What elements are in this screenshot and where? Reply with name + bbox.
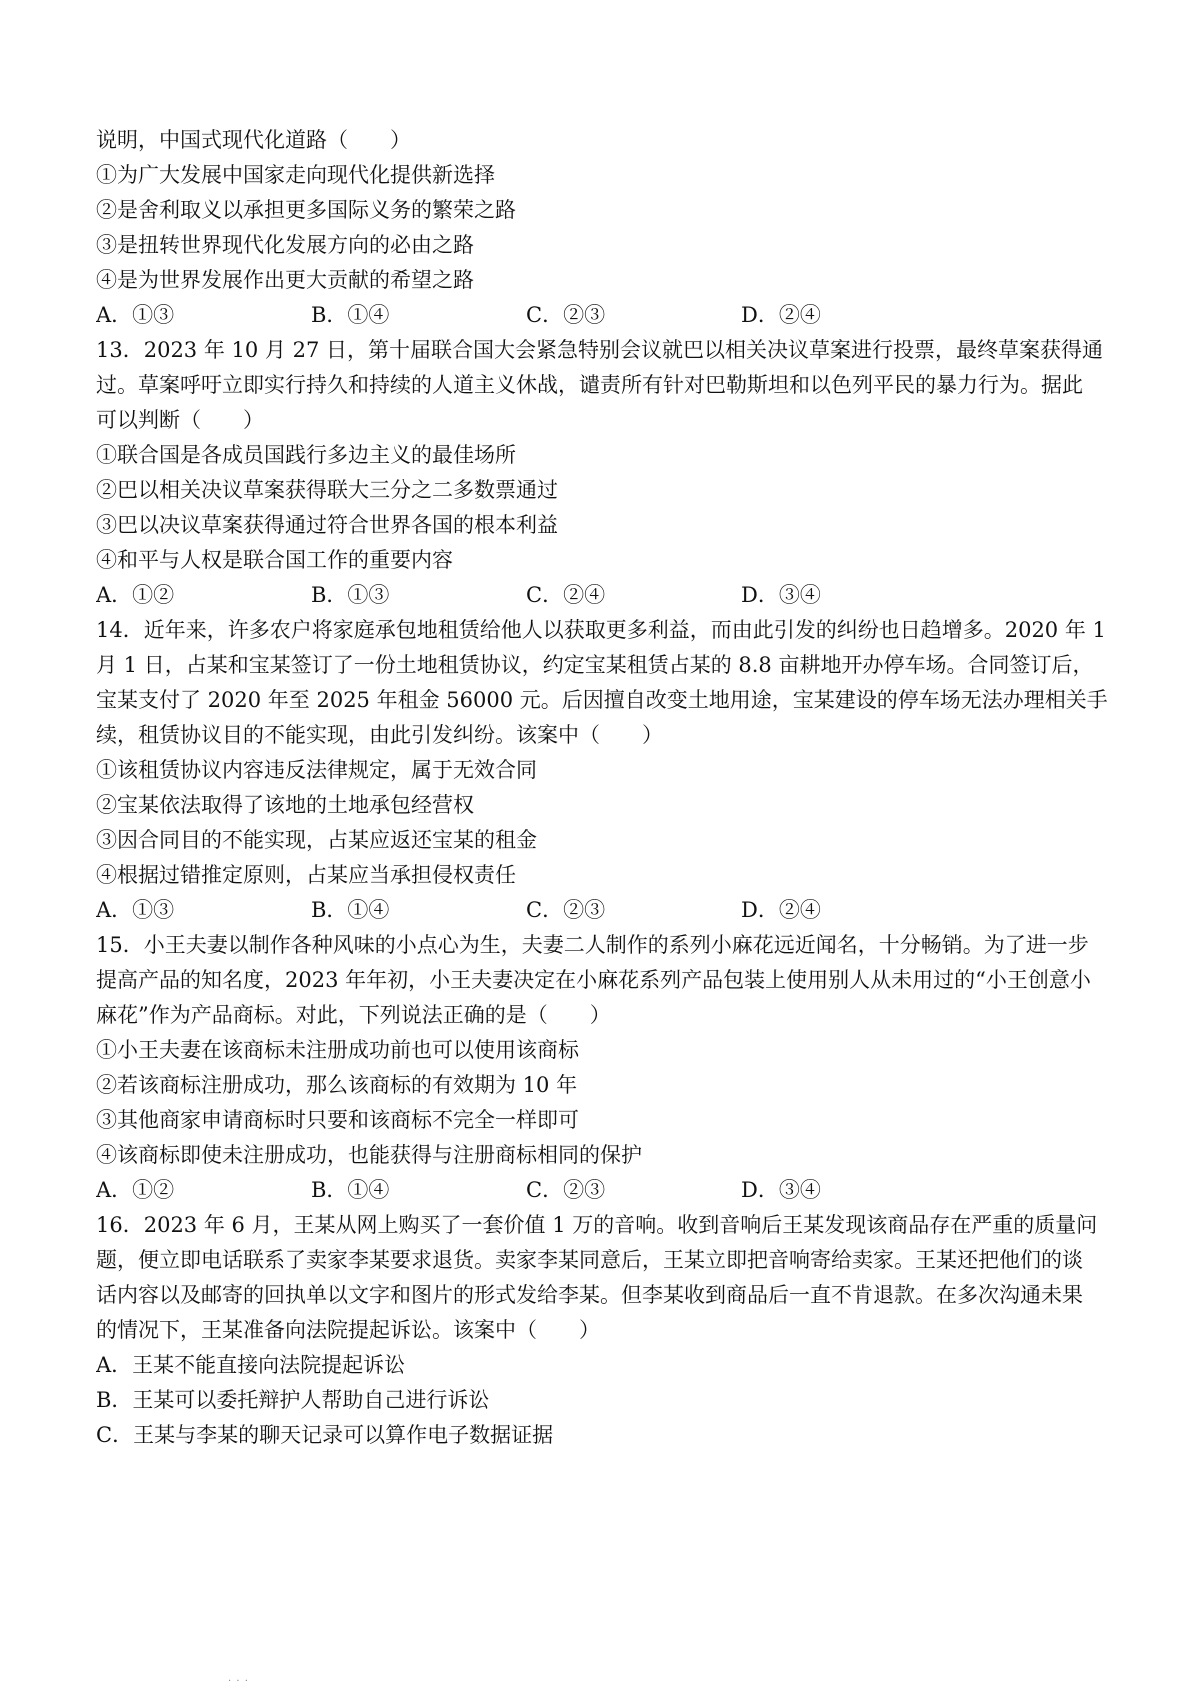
q14-option-d[interactable]: D．②④: [741, 898, 821, 922]
q14-item-1: ①该租赁协议内容违反法律规定，属于无效合同: [96, 758, 537, 782]
q16-choice-a[interactable]: A．王某不能直接向法院提起诉讼: [96, 1353, 406, 1377]
q16-stem-line-1: 16．2023 年 6 月，王某从网上购买了一套价值 1 万的音响。收到音响后王某发现该商品存在严重的质量问: [96, 1213, 1098, 1237]
q12-stem-tail: 说明，中国式现代化道路（ ）: [96, 128, 411, 152]
q13-option-d[interactable]: D．③④: [741, 583, 821, 607]
q15-options: [96, 1171, 1116, 1209]
q15-option-a[interactable]: A．①②: [96, 1178, 175, 1202]
q16-choice-c[interactable]: C．王某与李某的聊天记录可以算作电子数据证据: [96, 1423, 554, 1447]
q14-option-a[interactable]: A．①③: [96, 898, 175, 922]
q13-option-a[interactable]: A．①②: [96, 583, 175, 607]
q13-options: [96, 576, 1116, 614]
q14-stem-line-4: 续，租赁协议目的不能实现，由此引发纠纷。该案中（ ）: [96, 723, 663, 747]
q14-item-2: ②宝某依法取得了该地的土地承包经营权: [96, 793, 474, 817]
q12-item-4: ④是为世界发展作出更大贡献的希望之路: [96, 268, 474, 292]
q13-option-c[interactable]: C．②④: [526, 583, 606, 607]
q14-item-4: ④根据过错推定原则，占某应当承担侵权责任: [96, 863, 516, 887]
q14-stem-line-2: 月 1 日，占某和宝某签订了一份土地租赁协议，约定宝某租赁占某的 8.8 亩耕地开办停车场。合同签订后，: [96, 653, 1094, 677]
q13-item-2: ②巴以相关决议草案获得联大三分之二多数票通过: [96, 478, 558, 502]
q12-item-3: ③是扭转世界现代化发展方向的必由之路: [96, 233, 474, 257]
q15-option-b[interactable]: B．①④: [311, 1178, 390, 1202]
footer-mark: · · ·: [228, 1676, 249, 1687]
q15-option-d[interactable]: D．③④: [741, 1178, 821, 1202]
q13-stem-line-3: 可以判断（ ）: [96, 408, 264, 432]
q14-item-3: ③因合同目的不能实现，占某应返还宝某的租金: [96, 828, 537, 852]
q15-item-2: ②若该商标注册成功，那么该商标的有效期为 10 年: [96, 1073, 578, 1097]
q15-stem-line-1: 15．小王夫妻以制作各种风味的小点心为生，夫妻二人制作的系列小麻花远近闻名，十分畅销。为了进一步: [96, 933, 1089, 957]
q13-stem-line-2: 过。草案呼吁立即实行持久和持续的人道主义休战，谴责所有针对巴勒斯坦和以色列平民的暴力行为。据此: [96, 373, 1083, 397]
q14-stem-line-1: 14．近年来，许多农户将家庭承包地租赁给他人以获取更多利益，而由此引发的纠纷也日趋增多。2020 年 1: [96, 618, 1106, 642]
q13-item-4: ④和平与人权是联合国工作的重要内容: [96, 548, 453, 572]
q15-option-c[interactable]: C．②③: [526, 1178, 606, 1202]
q13-stem-line-1: 13．2023 年 10 月 27 日，第十届联合国大会紧急特别会议就巴以相关决议草案进行投票，最终草案获得通: [96, 338, 1103, 362]
q15-item-1: ①小王夫妻在该商标未注册成功前也可以使用该商标: [96, 1038, 579, 1062]
q16-stem-line-3: 话内容以及邮寄的回执单以文字和图片的形式发给李某。但李某收到商品后一直不肯退款。在多次沟通未果: [96, 1283, 1083, 1307]
q12-item-2: ②是舍利取义以承担更多国际义务的繁荣之路: [96, 198, 516, 222]
q15-item-3: ③其他商家申请商标时只要和该商标不完全一样即可: [96, 1108, 579, 1132]
q13-option-b[interactable]: B．①③: [311, 583, 390, 607]
q14-option-c[interactable]: C．②③: [526, 898, 606, 922]
q14-option-b[interactable]: B．①④: [311, 898, 390, 922]
q13-item-3: ③巴以决议草案获得通过符合世界各国的根本利益: [96, 513, 558, 537]
q16-stem-line-2: 题，便立即电话联系了卖家李某要求退货。卖家李某同意后，王某立即把音响寄给卖家。王某还把他们的谈: [96, 1248, 1083, 1272]
q12-options: [96, 296, 1116, 334]
q15-item-4: ④该商标即使未注册成功，也能获得与注册商标相同的保护: [96, 1143, 642, 1167]
q16-stem-line-4: 的情况下，王某准备向法院提起诉讼。该案中（ ）: [96, 1318, 600, 1342]
q13-item-1: ①联合国是各成员国践行多边主义的最佳场所: [96, 443, 516, 467]
q14-stem-line-3: 宝某支付了 2020 年至 2025 年租金 56000 元。后因擅自改变土地用途，宝某建设的停车场无法办理相关手: [96, 688, 1108, 712]
q14-options: [96, 891, 1116, 929]
q12-item-1: ①为广大发展中国家走向现代化提供新选择: [96, 163, 495, 187]
q16-choice-b[interactable]: B．王某可以委托辩护人帮助自己进行诉讼: [96, 1388, 490, 1412]
q12-option-a[interactable]: A．①③: [96, 303, 175, 327]
q12-option-d[interactable]: D．②④: [741, 303, 821, 327]
q12-option-b[interactable]: B．①④: [311, 303, 390, 327]
q12-option-c[interactable]: C．②③: [526, 303, 606, 327]
q15-stem-line-3: 麻花”作为产品商标。对此，下列说法正确的是（ ）: [96, 1003, 611, 1027]
q15-stem-line-2: 提高产品的知名度，2023 年年初，小王夫妻决定在小麻花系列产品包装上使用别人从未用过的“小王创意小: [96, 968, 1091, 992]
